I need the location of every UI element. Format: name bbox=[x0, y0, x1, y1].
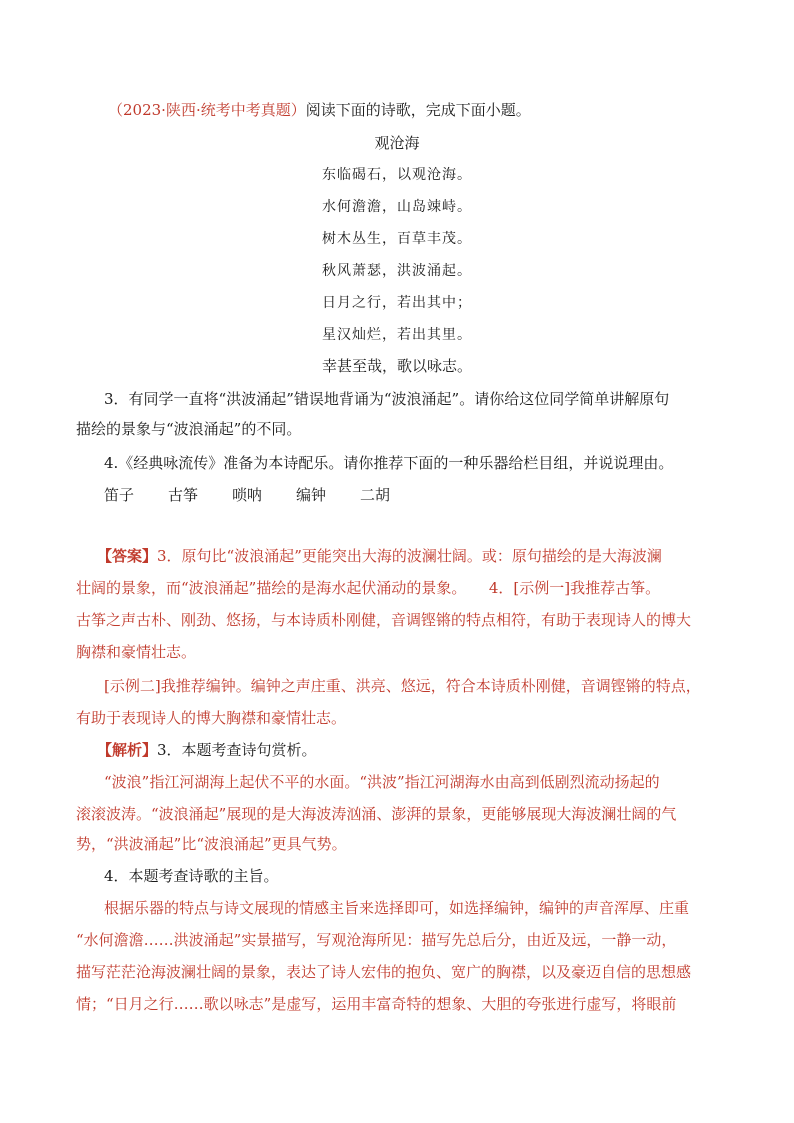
poem-line: 东临碣石，以观沧海。 bbox=[322, 167, 472, 183]
answer-example-2-cont: 有助于表现诗人的博大胸襟和豪情壮志。 bbox=[76, 709, 347, 727]
answer-line bbox=[97, 546, 662, 566]
question-instruction: 阅读下面的诗歌，完成下面小题。 bbox=[305, 101, 531, 119]
analysis-q3-head: 3．本题考查诗句赏析。 bbox=[157, 741, 317, 759]
analysis-q4-line: “水何澹澹……洪波涌起”实景描写，写观沧海所见：描写先总后分，由近及远，一静一动， bbox=[76, 931, 677, 949]
poem-title: 观沧海 bbox=[374, 134, 420, 152]
analysis-q3-line: 势，“洪波涌起”比“波浪涌起”更具气势。 bbox=[76, 835, 347, 853]
instrument-option: 二胡 bbox=[360, 486, 391, 504]
analysis-q3-line: “波浪”指江河湖海上起伏不平的水面。“洪波”指江河湖海水由高到低剧烈流动扬起的 bbox=[104, 773, 660, 791]
answer-line: 胸襟和豪情壮志。 bbox=[76, 643, 197, 661]
poem-line: 水何澹澹，山岛竦峙。 bbox=[322, 199, 472, 215]
answer-label: 【答案】 bbox=[97, 547, 158, 565]
poem-line: 树木丛生，百草丰茂。 bbox=[322, 231, 472, 247]
poem-line: 日月之行，若出其中； bbox=[322, 295, 472, 311]
question-3-cont: 描绘的景象与“波浪涌起”的不同。 bbox=[76, 420, 302, 438]
question-4: 4.《经典咏流传》准备为本诗配乐。请你推荐下面的一种乐器给栏目组，并说说理由。 bbox=[104, 454, 674, 472]
poem-line: 秋风萧瑟，洪波涌起。 bbox=[322, 263, 472, 279]
question-3: 3．有同学一直将“洪波涌起”错误地背诵为“波浪涌起”。请你给这位同学简单讲解原句 bbox=[104, 390, 670, 408]
instrument-option: 唢呐 bbox=[232, 486, 263, 504]
answer-text: 3．原句比“波浪涌起”更能突出大海的波澜壮阔。或：原句描绘的是大海波澜 bbox=[157, 547, 662, 565]
analysis-q4-head: 4．本题考查诗歌的主旨。 bbox=[104, 867, 279, 885]
analysis-q4-line bbox=[76, 994, 676, 1014]
answer-example-2: [示例二]我推荐编钟。编钟之声庄重、洪亮、悠远，符合本诗质朴刚健，音调铿锵的特点， bbox=[104, 677, 701, 695]
analysis-q3-line: 滚滚波涛。“波浪涌起”展现的是大海波涛汹涌、澎湃的景象，更能够展现大海波澜壮阔的气 bbox=[76, 805, 677, 823]
question-source: （2023·陕西·统考中考真题） bbox=[108, 101, 306, 119]
analysis-head bbox=[97, 740, 317, 760]
poem-line: 星汉灿烂，若出其里。 bbox=[322, 327, 472, 343]
analysis-q4-line: 根据乐器的特点与诗文展现的情感主旨来选择即可，如选择编钟，编钟的声音浑厚、庄重 bbox=[104, 899, 690, 917]
analysis-label: 【解析】 bbox=[97, 741, 158, 759]
instrument-option: 古筝 bbox=[168, 486, 199, 504]
answer-line: 壮阔的景象，而“波浪涌起”描绘的是海水起伏涌动的景象。 4．[示例一]我推荐古筝。 bbox=[76, 579, 661, 597]
instrument-option: 笛子 bbox=[104, 486, 135, 504]
analysis-q4-line-start: 情； bbox=[76, 995, 107, 1013]
instrument-option: 编钟 bbox=[296, 486, 327, 504]
question-intro bbox=[108, 100, 531, 120]
poem-line: 幸甚至哉，歌以咏志。 bbox=[321, 357, 472, 375]
analysis-q4-line: 描写茫茫沧海波澜壮阔的景象，表达了诗人宏伟的抱负、宽广的胸襟，以及豪迈自信的思想感 bbox=[76, 963, 692, 981]
answer-line: 古筝之声古朴、刚劲、悠扬，与本诗质朴刚健，音调铿锵的特点相符，有助于表现诗人的博大 bbox=[76, 611, 692, 629]
analysis-q4-line-rest: “日月之行……歌以咏志”是虚写，运用丰富奇特的想象、大胆的夸张进行虚写，将眼前 bbox=[106, 995, 677, 1013]
